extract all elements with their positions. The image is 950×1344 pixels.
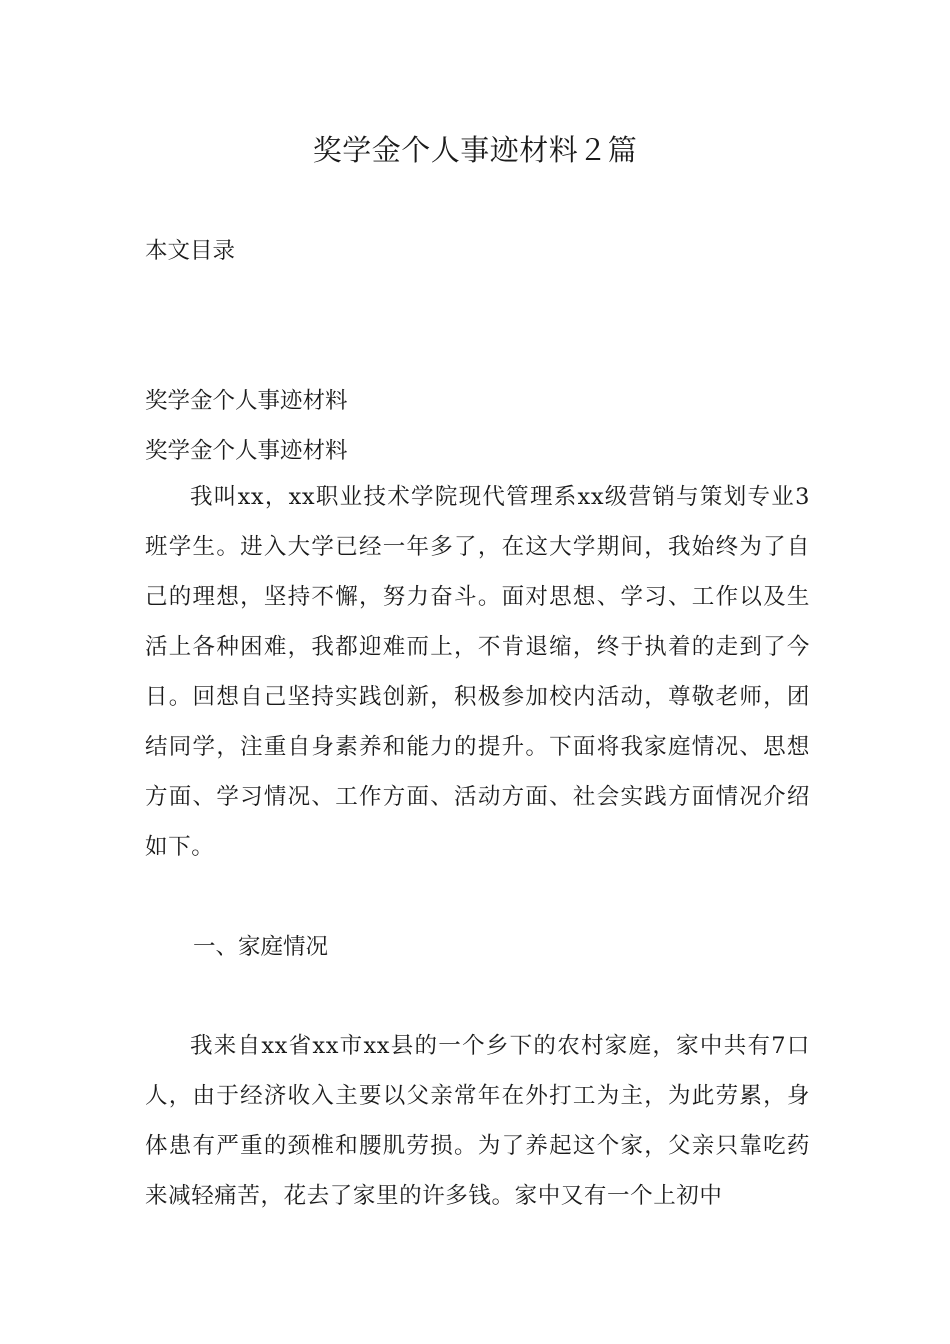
section-heading: 一、家庭情况	[193, 934, 329, 960]
section-title: 奖学金个人事迹材料	[145, 438, 348, 464]
toc-heading: 本文目录	[145, 238, 236, 264]
toc-item: 奖学金个人事迹材料	[145, 388, 348, 414]
document-title: 奖学金个人事迹材料２篇	[312, 133, 638, 167]
body-paragraph: 我叫xx，xx职业技术学院现代管理系xx级营销与策划专业3班学生。进入大学已经一年多了，在这大学期间，我始终为了自己的理想，坚持不懈，努力奋斗。面对思想、学习、工作以及生活上各种困难，我都迎难而上，不肯退缩，终于执着的走到了今日。回想自己坚持实践创新，积极参加校内活动，尊敬老师，团结同学，注重自身素养和能力的提升。下面将我家庭情况、思想方面、学习情况、工作方面、活动方面、社会实践方面情况介绍如下。	[145, 484, 810, 860]
body-paragraph: 我来自xx省xx市xx县的一个乡下的农村家庭，家中共有7口人，由于经济收入主要以父亲常年在外打工为主，为此劳累，身体患有严重的颈椎和腰肌劳损。为了养起这个家，父亲只靠吃药来减轻痛苦，花去了家里的许多钱。家中又有一个上初中	[145, 1033, 810, 1209]
